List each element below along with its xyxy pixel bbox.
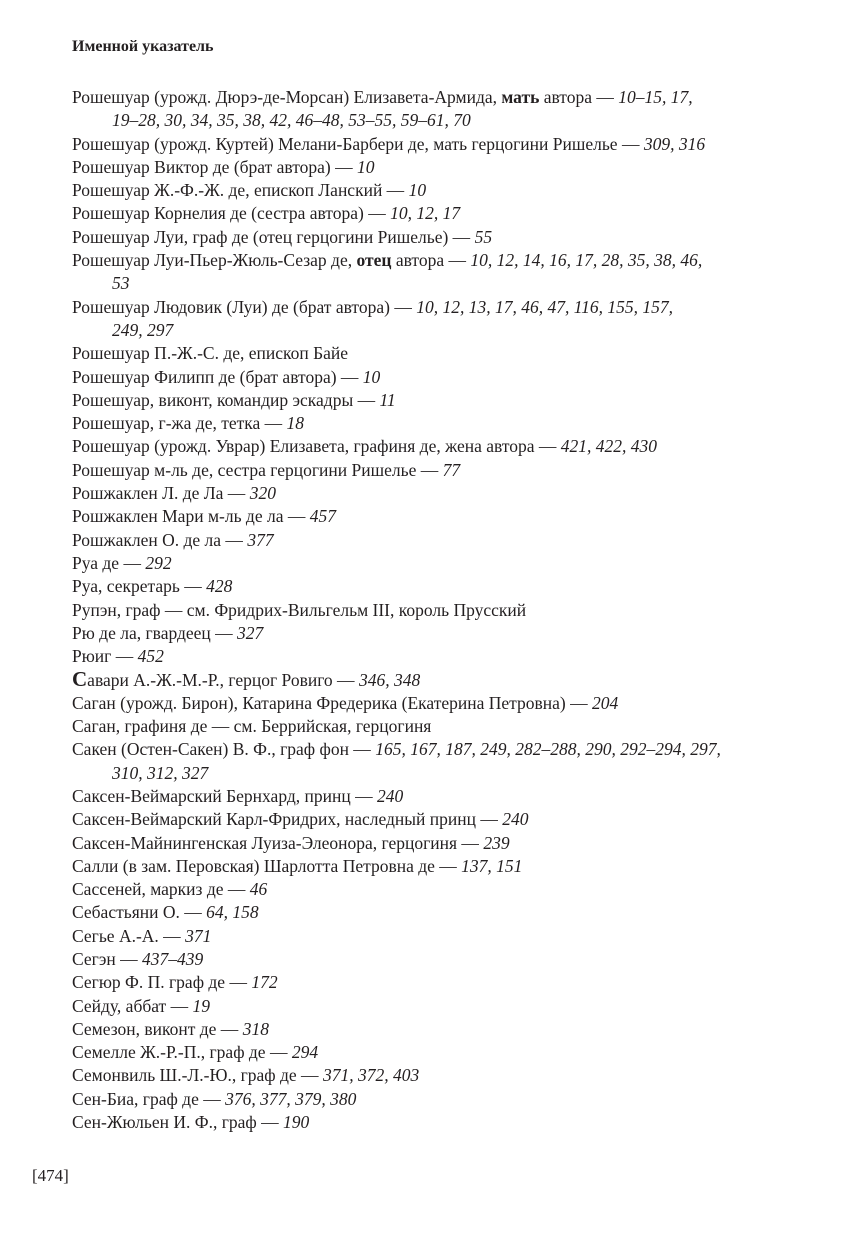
entry-continuation-line: [72, 762, 792, 785]
entry-text: Семезон, виконт де —: [72, 1018, 243, 1039]
entry-text: Семелле Ж.-Р.-П., граф де —: [72, 1042, 292, 1063]
entry-text: Саксен-Веймарский Бернхард, принц —: [72, 785, 377, 806]
page-references: 137, 151: [461, 855, 523, 876]
page-references: 292: [145, 552, 172, 573]
page-number: [474]: [32, 1166, 69, 1185]
entry-line: [72, 226, 792, 249]
entry-line: [72, 692, 792, 715]
entry-text: Рошешуар Корнелия де (сестра автора) —: [72, 203, 391, 224]
index-entry: [72, 529, 792, 552]
entry-line: [72, 948, 792, 971]
page-references: 240: [376, 785, 404, 806]
page-references: 10, 12, 14, 16, 17, 28, 35, 38, 46,: [470, 250, 703, 271]
entry-text: Сен-Биа, граф де —: [72, 1088, 226, 1109]
entry-text: Сассеней, маркиз де —: [72, 879, 250, 900]
entry-text: Саксен-Майнингенская Луиза-Элеонора, герцогиня —: [72, 832, 484, 853]
entry-line: [72, 668, 792, 691]
entry-line: [72, 1018, 792, 1041]
entry-line: [72, 785, 792, 808]
entry-continuation-line: [72, 272, 792, 295]
running-header: Именной указатель: [72, 38, 214, 55]
entry-line: [72, 1041, 792, 1064]
index-entry: [72, 995, 792, 1018]
entry-line: [72, 552, 792, 575]
entry-line: [72, 482, 792, 505]
index-entry: [72, 1088, 792, 1111]
entry-line: [72, 645, 792, 668]
page-references: 190: [283, 1112, 310, 1133]
entry-text: Рюиг —: [72, 646, 138, 667]
page-references: 294: [291, 1042, 319, 1063]
page-references: 53: [112, 273, 130, 294]
index-entry: [72, 785, 792, 808]
page-references: 318: [242, 1018, 269, 1039]
index-entry: [72, 855, 792, 878]
page-references: 457: [309, 506, 336, 527]
page-references: 64, 158: [206, 902, 259, 923]
section-initial-letter: С: [72, 667, 88, 692]
index-entry: [72, 482, 792, 505]
entry-line: [72, 435, 792, 458]
page-references: 371: [185, 925, 212, 946]
entry-line: [72, 1064, 792, 1087]
entry-line: [72, 505, 792, 528]
entry-line: [72, 878, 792, 901]
index-entry: [72, 226, 792, 249]
entry-text: Салли (в зам. Перовская) Шарлотта Петровна де —: [72, 855, 462, 876]
entry-line: [72, 249, 792, 272]
entry-text: Рошешуар (урожд. Уврар) Елизавета, графиня де, жена автора —: [72, 436, 561, 457]
entry-text: Рошешуар Ж.-Ф.-Ж. де, епископ Ланский —: [72, 180, 409, 201]
entry-continuation-line: [72, 109, 792, 132]
entry-line: [72, 832, 792, 855]
page-references: 46: [249, 879, 268, 900]
entry-text: Рошешуар, г-жа де, тетка —: [72, 413, 287, 434]
entry-line: [72, 459, 792, 482]
page-references: 165, 167, 187, 249, 282–288, 290, 292–294, 297,: [375, 739, 721, 760]
index-entry: [72, 808, 792, 831]
emphasis-text: отец: [356, 250, 392, 271]
index-entry: [72, 389, 792, 412]
index-entry: [72, 668, 792, 691]
entry-line: [72, 738, 792, 761]
index-entry: [72, 86, 792, 133]
entry-text: Рошешуар Луи, граф де (отец герцогини Ришелье) —: [72, 226, 475, 247]
entry-text: Сейду, аббат —: [72, 995, 193, 1016]
index-entry: [72, 575, 792, 598]
entry-text: Сегэн —: [72, 948, 142, 969]
index-entry: [72, 249, 792, 296]
entry-line: [72, 366, 792, 389]
index-entry: [72, 901, 792, 924]
index-entry: [72, 202, 792, 225]
page-references: 11: [379, 389, 396, 410]
page-references: 55: [474, 226, 493, 247]
index-entry: [72, 599, 792, 622]
page-references: 19–28, 30, 34, 35, 38, 42, 46–48, 53–55, 59–61, 70: [112, 110, 471, 131]
entry-text: Себастьяни О. —: [72, 902, 207, 923]
entry-line: [72, 855, 792, 878]
entry-line: [72, 901, 792, 924]
index-entry: [72, 832, 792, 855]
entry-text: Сегюр Ф. П. граф де —: [72, 972, 252, 993]
entry-line: [72, 179, 792, 202]
page-references: 452: [137, 646, 164, 667]
page-references: 239: [483, 832, 510, 853]
page-references: 376, 377, 379, 380: [225, 1088, 357, 1109]
entry-text: Рошешуар (урожд. Дюрэ-де-Морсан) Елизавета-Армида,: [72, 87, 502, 107]
entry-text: автора —: [539, 87, 619, 107]
page-references: 309, 316: [643, 133, 706, 154]
index-entry: [72, 459, 792, 482]
page-references: 240: [502, 809, 529, 830]
entry-text: Рошешуар Луи-Пьер-Жюль-Сезар де,: [72, 250, 357, 271]
index-entry: [72, 645, 792, 668]
index-entry: [72, 971, 792, 994]
entry-text: Рю де ла, гвардеец —: [72, 622, 238, 643]
entry-line: [72, 599, 792, 622]
entry-line: [72, 133, 792, 156]
entry-line: [72, 575, 792, 598]
index-entry: [72, 878, 792, 901]
page-references: 172: [251, 972, 278, 993]
page-references: 10, 12, 13, 17, 46, 47, 116, 155, 157,: [416, 296, 674, 317]
entry-text: Рошешуар Виктор де (брат автора) —: [72, 156, 357, 177]
page-references: 371, 372, 403: [322, 1065, 420, 1086]
entry-line: [72, 1111, 792, 1134]
entry-line: [72, 715, 792, 738]
page-references: 320: [249, 483, 276, 504]
name-index-list: [72, 86, 792, 1134]
entry-text: Рошжаклен Л. де Ла —: [72, 483, 250, 504]
page-references: 310, 312, 327: [112, 762, 209, 783]
index-entry: [72, 412, 792, 435]
entry-line: [72, 156, 792, 179]
entry-text: автора —: [391, 250, 471, 271]
page-references: 10, 12, 17: [390, 203, 461, 224]
index-entry: [72, 692, 792, 715]
entry-line: [72, 86, 792, 109]
index-entry: [72, 1018, 792, 1041]
entry-line: [72, 202, 792, 225]
entry-text: Рошешуар, виконт, командир эскадры —: [72, 389, 380, 410]
entry-line: [72, 412, 792, 435]
index-entry: [72, 1064, 792, 1087]
emphasis-text: мать: [501, 87, 540, 107]
entry-line: [72, 622, 792, 645]
page-references: 327: [237, 622, 264, 643]
index-entry: [72, 179, 792, 202]
entry-text: Рупэн, граф — см. Фридрих-Вильгельм III, король Прусский: [72, 599, 527, 620]
page-references: 18: [286, 413, 305, 434]
index-entry: [72, 1041, 792, 1064]
entry-continuation-line: [72, 319, 792, 342]
entry-text: Руа де —: [72, 552, 146, 573]
page-references: 421, 422, 430: [560, 436, 658, 457]
entry-text: авари А.-Ж.-М.-Р., герцог Ровиго —: [87, 670, 359, 691]
index-entry: [72, 1111, 792, 1134]
index-entry: [72, 622, 792, 645]
page-references: 249, 297: [112, 319, 174, 340]
entry-text: Саган (урожд. Бирон), Катарина Фредерика (Екатерина Петровна) —: [72, 692, 593, 713]
page-references: 437–439: [141, 948, 204, 969]
page-references: 428: [206, 576, 233, 597]
entry-line: [72, 1088, 792, 1111]
entry-text: Сегье А.-А. —: [72, 925, 186, 946]
entry-line: [72, 925, 792, 948]
index-entry: [72, 435, 792, 458]
page-references: 10: [408, 180, 427, 201]
index-entry: [72, 133, 792, 156]
index-entry: [72, 738, 792, 785]
index-entry: [72, 552, 792, 575]
entry-text: Рошешуар м-ль де, сестра герцогини Ришелье —: [72, 459, 443, 480]
index-entry: [72, 342, 792, 365]
entry-text: Рошешуар П.-Ж.-С. де, епископ Байе: [72, 343, 349, 364]
entry-line: [72, 342, 792, 365]
entry-text: Рошжаклен Мари м-ль де ла —: [72, 506, 310, 527]
page-references: 377: [247, 529, 274, 550]
entry-line: [72, 995, 792, 1018]
page-references: 10–15, 17,: [618, 87, 693, 107]
entry-text: Саксен-Веймарский Карл-Фридрих, наследный принц —: [72, 809, 503, 830]
entry-line: [72, 971, 792, 994]
index-entry: [72, 156, 792, 179]
page-references: 10: [362, 366, 381, 387]
entry-text: Рошжаклен О. де ла —: [72, 529, 248, 550]
entry-text: Рошешуар (урожд. Куртей) Мелани-Барбери де, мать герцогини Ришелье —: [72, 133, 644, 154]
index-entry: [72, 296, 792, 343]
index-entry: [72, 715, 792, 738]
entry-text: Сакен (Остен-Сакен) В. Ф., граф фон —: [72, 739, 376, 760]
page-references: 346, 348: [358, 670, 421, 691]
index-entry: [72, 948, 792, 971]
entry-text: Семонвиль Ш.-Л.-Ю., граф де —: [72, 1065, 323, 1086]
entry-line: [72, 808, 792, 831]
index-entry: [72, 366, 792, 389]
page-references: 19: [192, 995, 210, 1016]
entry-text: Рошешуар Филипп де (брат автора) —: [72, 366, 363, 387]
index-entry: [72, 925, 792, 948]
page-references: 204: [592, 692, 619, 713]
entry-text: Рошешуар Людовик (Луи) де (брат автора) —: [72, 296, 417, 317]
entry-line: [72, 529, 792, 552]
entry-text: Саган, графиня де — см. Беррийская, герцогиня: [72, 716, 432, 737]
index-entry: [72, 505, 792, 528]
entry-line: [72, 389, 792, 412]
entry-line: [72, 296, 792, 319]
entry-text: Сен-Жюльен И. Ф., граф —: [72, 1112, 284, 1133]
entry-text: Руа, секретарь —: [72, 576, 207, 597]
page-references: 77: [442, 459, 461, 480]
page-references: 10: [357, 156, 375, 177]
